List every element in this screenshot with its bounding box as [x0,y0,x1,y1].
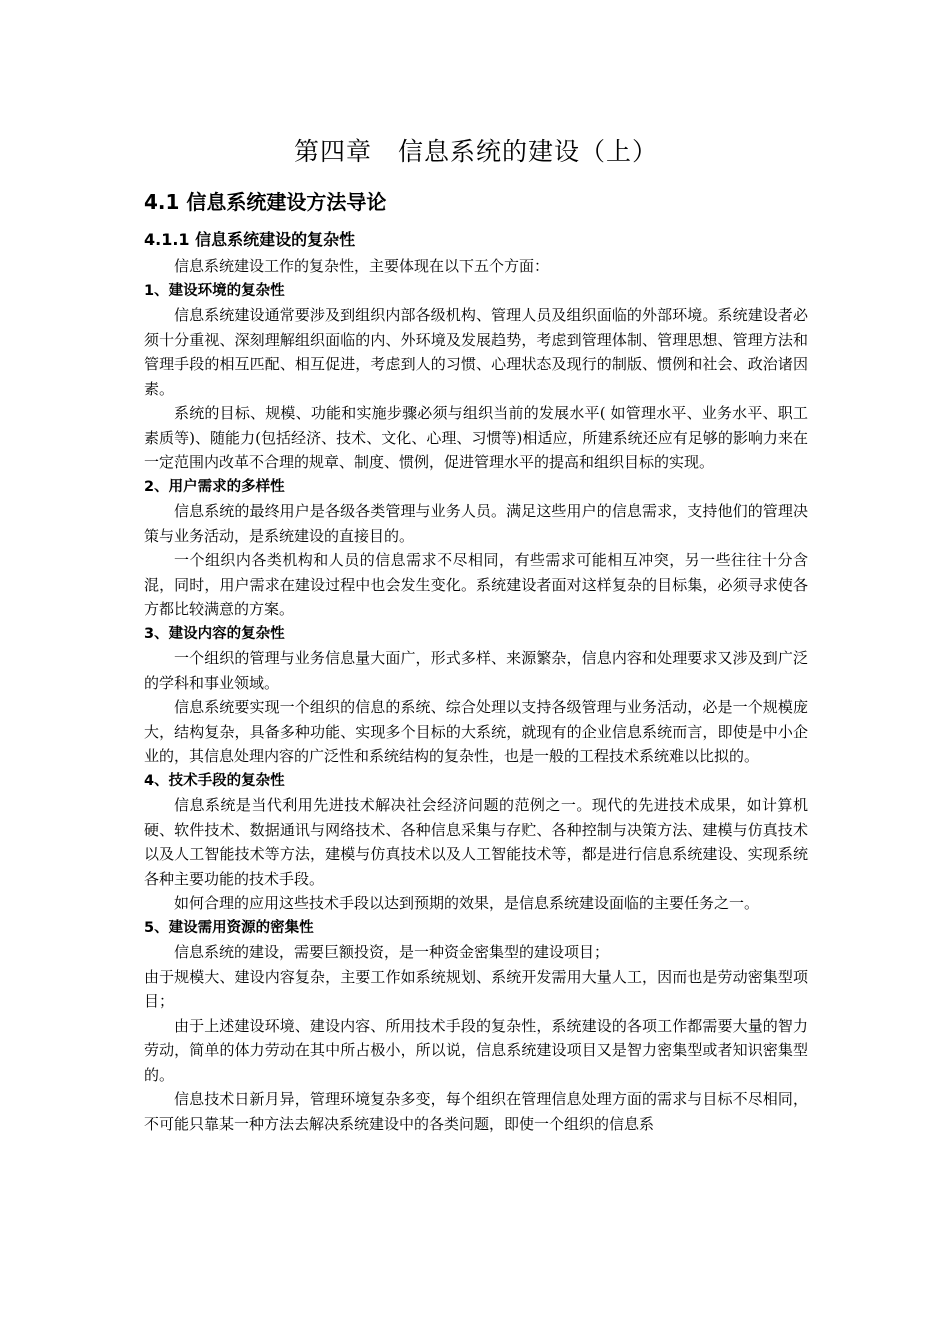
paragraph: 信息系统的最终用户是各级各类管理与业务人员。满足这些用户的信息需求，支持他们的管理决策与业务活动，是系统建设的直接目的。 [144,502,808,545]
paragraph: 系统的目标、规模、功能和实施步骤必须与组织当前的发展水平( 如管理水平、业务水平、职工素质等)、随能力(包括经济、技术、文化、心理、习惯等)相适应，所建系统还应有足够的影响力来在一定范围内改革不合理的规章、制度、惯例，促进管理水平的提高和组织目标的实现。 [144,404,808,471]
paragraph: 信息技术日新月异，管理环境复杂多变，每个组织在管理信息处理方面的需求与目标不尽相同，不可能只靠某一种方法去解决系统建设中的各类问题，即使一个组织的信息系 [144,1090,808,1133]
item-heading-user-needs: 2、用户需求的多样性 [144,478,285,495]
chapter-title: 第四章 信息系统的建设（上） [293,137,658,166]
item-heading-content: 3、建设内容的复杂性 [144,625,285,642]
paragraph: 信息系统建设通常要涉及到组织内部各级机构、管理人员及组织面临的外部环境。系统建设者必须十分重视、深刻理解组织面临的内、外环境及发展趋势，考虑到管理体制、管理思想、管理方法和管理手段的相互匹配、相互促进，考虑到人的习惯、心理状态及现行的制版、惯例和社会、政治诸因素。 [144,306,808,398]
intro-paragraph: 信息系统建设工作的复杂性，主要体现在以下五个方面： [174,257,550,275]
document-page [144,130,808,1136]
item-heading-environment: 1、建设环境的复杂性 [144,282,285,299]
paragraph: 信息系统要实现一个组织的信息的系统、综合处理以支持各级管理与业务活动，必是一个规模庞大，结构复杂，具备多种功能、实现多个目标的大系统，就现有的企业信息系统而言，即使是中小企业的，其信息处理内容的广泛性和系统结构的复杂性，也是一般的工程技术系统难以比拟的。 [144,698,808,765]
paragraph: 一个组织内各类机构和人员的信息需求不尽相同，有些需求可能相互冲突，另一些往往十分含混，同时，用户需求在建设过程中也会发生变化。系统建设者面对这样复杂的目标集，必须寻求使各方都比较满意的方案。 [144,551,808,618]
paragraph: 信息系统是当代利用先进技术解决社会经济问题的范例之一。现代的先进技术成果，如计算机硬、软件技术、数据通讯与网络技术、各种信息采集与存贮、各种控制与决策方法、建模与仿真技术以及人工智能技术等方法，建模与仿真技术以及人工智能技术等，都是进行信息系统建设、实现系统各种主要功能的技术手段。 [144,796,808,888]
paragraph: 由于规模大、建设内容复杂，主要工作如系统规划、系统开发需用大量人工，因而也是劳动密集型项目； [144,967,808,1010]
subsection-heading: 4.1.1 信息系统建设的复杂性 [144,230,356,249]
item-heading-technology: 4、技术手段的复杂性 [144,772,285,789]
paragraph: 如何合理的应用这些技术手段以达到预期的效果，是信息系统建设面临的主要任务之一。 [174,894,760,912]
paragraph: 信息系统的建设，需要巨额投资，是一种资金密集型的建设项目； [174,943,610,961]
paragraph: 一个组织的管理与业务信息量大面广，形式多样、来源繁杂，信息内容和处理要求又涉及到广泛的学科和事业领域。 [144,649,808,692]
section-heading: 4.1 信息系统建设方法导论 [144,190,387,214]
paragraph: 由于上述建设环境、建设内容、所用技术手段的复杂性，系统建设的各项工作都需要大量的智力劳动，简单的体力劳动在其中所占极小，所以说，信息系统建设项目又是智力密集型或者知识密集型的。 [144,1016,808,1084]
item-heading-resources: 5、建设需用资源的密集性 [144,919,314,936]
